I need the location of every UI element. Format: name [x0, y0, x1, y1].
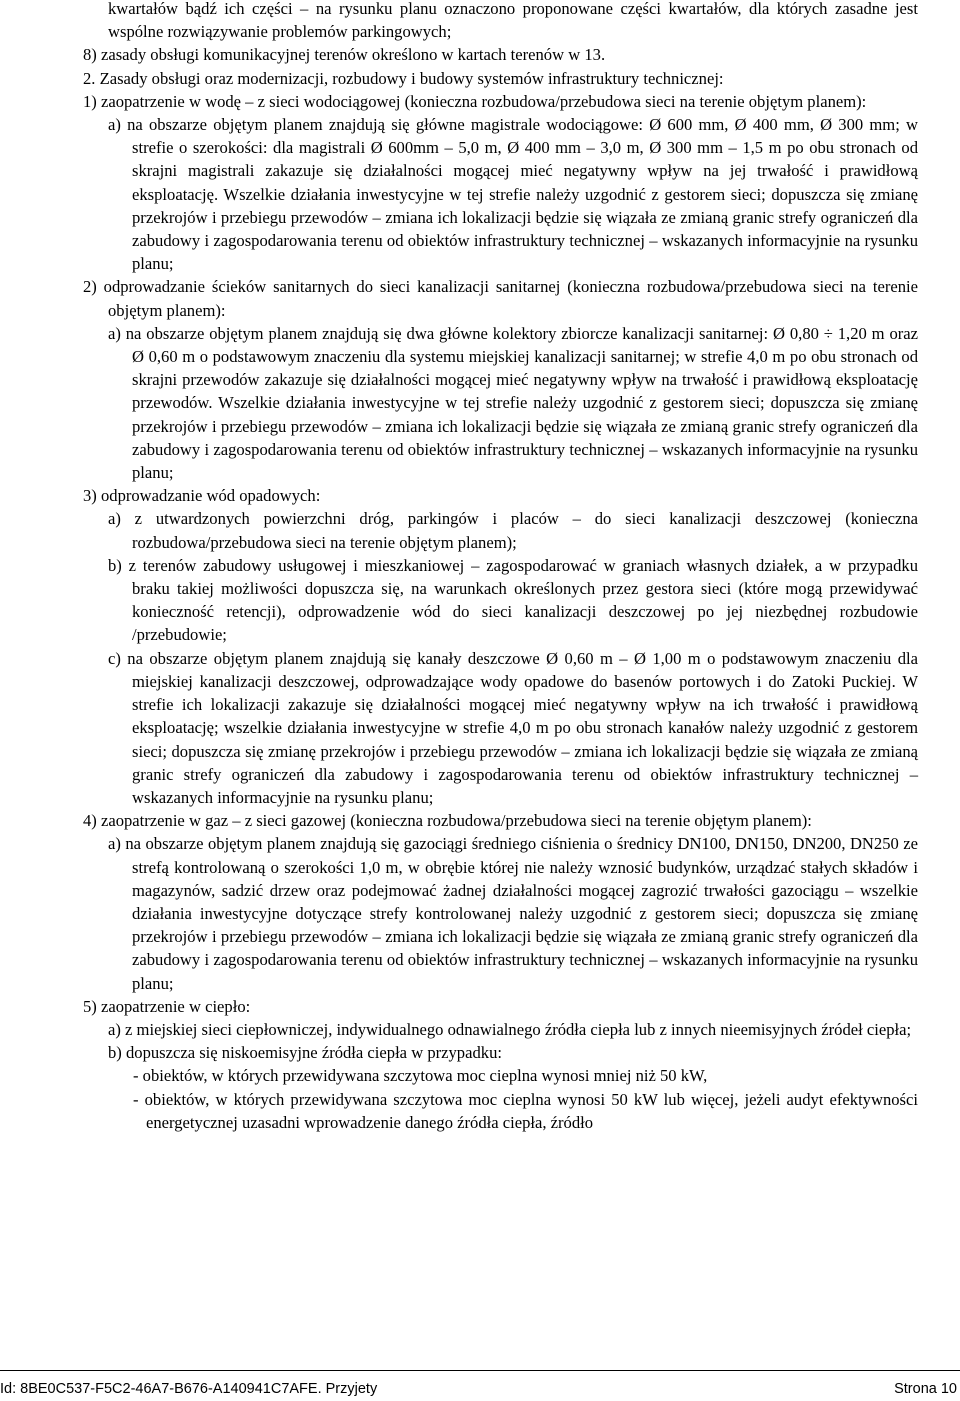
- item-5b: b) dopuszcza się niskoemisyjne źródła ciepła w przypadku:: [108, 1043, 502, 1063]
- item-3c: c) na obszarze objętym planem znajdują się kanały deszczowe Ø 0,60 m – Ø 1,00 m o podstawowym znaczeniu dla miejskiej kanalizacji deszczowej, odprowadzające wody opadowe do basenów portowych i do Zatoki Puckiej. W strefie ich lokalizacji zakazuje się działalności mogącej mieć negatywny wpływ na ich trwałość i prawidłową eksploatację; wszelkie działania inwestycyjne w strefie 4,0 m po obu stronach kanałów należy uzgodnić z gestorem sieci; dopuszcza się zmianę przekrojów i przebiegu przewodów – zmiana ich lokalizacji będzie się wiązała ze zmianą granic strefy ograniczeń dla zabudowy i zagospodarowania terenu od obiektów infrastruktury technicznej – wskazanych informacyjnie na rysunku planu;: [108, 648, 918, 807]
- dash-item-2: - obiektów, w których przewidywana szczytowa moc cieplna wynosi 50 kW lub więcej, jeżeli audyt efektywności energetycznej uzasadni wprowadzenie danego źródła ciepła, źródło: [133, 1089, 918, 1132]
- item-5-heat: 5) zaopatrzenie w ciepło:: [83, 996, 251, 1016]
- item-1a: a) na obszarze objętym planem znajdują się główne magistrale wodociągowe: Ø 600 mm, Ø 400 mm, Ø 300 mm; w strefie o szerokości: dla magistrali Ø 600mm – 5,0 m, Ø 400 mm – 3,0 m, Ø 300 mm – 1,5 m po obu stronach od skrajni magistrali zakazuje się działalności mogącej mieć negatywny wpływ na jej trwałość i prawidłową eksploatację. Wszelkie działania inwestycyjne w tej strefie należy uzgodnić z gestorem sieci; dopuszcza się zmianę przekrojów i przebiegu przewodów – zmiana ich lokalizacji będzie się wiązała ze zmianą granic strefy ograniczeń dla zabudowy i zagospodarowania terenu od obiektów infrastruktury technicznej – wskazanych informacyjnie na rysunku planu;: [108, 115, 918, 274]
- paragraph-continuation: kwartałów bądź ich części – na rysunku planu oznaczono proponowane części kwartałów, dla których zasadne jest wspólne rozwiązywanie problemów parkingowych;: [108, 0, 918, 42]
- section-2-heading: 2. Zasady obsługi oraz modernizacji, rozbudowy i budowy systemów infrastruktury technicznej:: [83, 68, 724, 88]
- item-4-gas: 4) zaopatrzenie w gaz – z sieci gazowej (konieczna rozbudowa/przebudowa sieci na terenie objętym planem):: [83, 811, 812, 831]
- item-8: 8) zasady obsługi komunikacyjnej terenów określono w kartach terenów w 13.: [83, 45, 606, 65]
- page-footer: [0, 1370, 960, 1397]
- item-2-sewage: 2) odprowadzanie ścieków sanitarnych do sieci kanalizacji sanitarnej (konieczna rozbudowa/przebudowa sieci na terenie objętym planem):: [83, 277, 918, 320]
- page-number: Strona 10: [894, 1381, 957, 1397]
- document-id: Id: 8BE0C537-F5C2-46A7-B676-A140941C7AFE. Przyjety: [0, 1381, 378, 1397]
- item-3a: a) z utwardzonych powierzchni dróg, parkingów i placów – do sieci kanalizacji deszczowej (konieczna rozbudowa/przebudowa sieci na terenie objętym planem);: [108, 509, 918, 552]
- item-4a: a) na obszarze objętym planem znajdują się gazociągi średniego ciśnienia o średnicy DN100, DN150, DN200, DN250 ze strefą kontrolowaną o szerokości 1,0 m, w obrębie której nie należy wznosić budynków, urządzać stałych składów i magazynów, sadzić drzew oraz podejmować żadnej działalności mogącej zagrozić trwałości gazociągu – wszelkie działania inwestycyjne dotyczące strefy kontrolowanej należy uzgodnić z gestorem sieci; dopuszcza się zmianę przekrojów i przebiegu przewodów – zmiana ich lokalizacji będzie się wiązała ze zmianą granic strefy ograniczeń dla zabudowy i zagospodarowania terenu od obiektów infrastruktury technicznej – wskazanych informacyjnie na rysunku planu;: [108, 834, 918, 993]
- item-5a: a) z miejskiej sieci ciepłowniczej, indywidualnego odnawialnego źródła ciepła lub z innych nieemisyjnych źródeł ciepła;: [108, 1019, 912, 1039]
- item-3-rainwater: 3) odprowadzanie wód opadowych:: [83, 486, 321, 506]
- item-2a: a) na obszarze objętym planem znajdują się dwa główne kolektory zbiorcze kanalizacji sanitarnej: Ø 0,80 ÷ 1,20 m oraz Ø 0,60 m o podstawowym znaczeniu dla systemu miejskiej kanalizacji sanitarnej; w strefie 4,0 m po obu stronach od skrajni przewodów zakazuje się działalności mogącej mieć negatywny wpływ na trwałość i prawidłową eksploatację przewodów. Wszelkie działania inwestycyjne w tej strefie należy uzgodnić z gestorem sieci; dopuszcza się zmianę przekrojów i przebiegu przewodów – zmiana ich lokalizacji będzie się wiązała ze zmianą granic strefy ograniczeń dla zabudowy i zagospodarowania terenu od obiektów infrastruktury technicznej – wskazanych informacyjnie na rysunku planu;: [108, 323, 918, 483]
- item-1-water: 1) zaopatrzenie w wodę – z sieci wodociągowej (konieczna rozbudowa/przebudowa sieci na terenie objętym planem):: [83, 91, 867, 111]
- dash-item-1: - obiektów, w których przewidywana szczytowa moc cieplna wynosi mniej niż 50 kW,: [133, 1066, 708, 1086]
- item-3b: b) z terenów zabudowy usługowej i mieszkaniowej – zagospodarować w graniach własnych działek, a w przypadku braku takiej możliwości dopuszcza się, na warunkach określonych przez gestora sieci (które mogą przewidywać konieczność retencji), odprowadzenie wód do sieci kanalizacji deszczowej po jej niezbędnej rozbudowie /przebudowie;: [108, 555, 918, 645]
